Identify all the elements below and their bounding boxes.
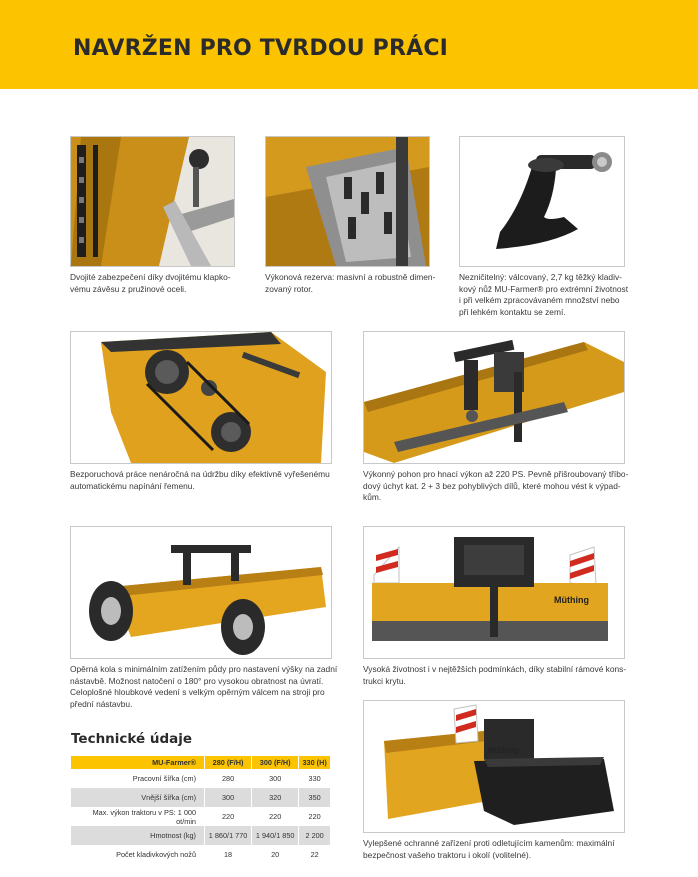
photo-hammer-knife <box>459 136 625 267</box>
caption-flap-hinge: Dvojité zabezpečení díky dvojitému klapko- vému závěsu z pružinové oceli. <box>70 272 231 294</box>
row-label: Hmotnost (kg) <box>71 826 205 845</box>
caption-drive: Výkonný pohon pro hnací výkon až 220 PS. Pevně přišroubovaný tříbo- dový úchyt kat. 2 + 3 bez pohyblivých dílů, které mohou vést k výpad- kům. <box>363 469 629 503</box>
row-value: 18 <box>205 845 252 864</box>
row-value: 220 <box>252 807 299 826</box>
photo-belt-tensioner <box>70 331 332 464</box>
caption-support-wheels: Opěrná kola s minimálním zatížením půdy pro nastavení výšky na zadní nástavbě. Možnost natočení o 180° pro vysokou obratnost na úvratí. Celoplošné hloubkové vedení s velkým opěrným válcem na stroji pro přední nástavbu. <box>70 664 338 709</box>
photo-support-wheels <box>70 526 332 659</box>
row-value: 1 860/1 770 <box>205 826 252 845</box>
row-value: 20 <box>252 845 299 864</box>
brand-label: Müthing <box>488 746 520 755</box>
photo-stone-guard <box>363 700 625 833</box>
row-value: 350 <box>299 788 331 807</box>
brand-label: Müthing <box>554 595 589 605</box>
caption-frame-construction: Vysoká životnost i v nejtěžších podmínkách, díky stabilní rámové kons- trukci krytu. <box>363 664 627 686</box>
specs-header-330: 330 (H) <box>299 756 331 769</box>
specs-table <box>71 756 331 864</box>
table-row <box>71 788 331 807</box>
caption-hammer-knife: Nezničitelný: válcovaný, 2,7 kg těžký kladiv- kový nůž MU-Farmer® pro extrémní životnost i při velkém zpracovávaném množství nebo při lehkém kontaktu se zemí. <box>459 272 629 317</box>
row-label: Počet kladivkových nožů <box>71 845 205 864</box>
row-value: 220 <box>205 807 252 826</box>
specs-header-280: 280 (F/H) <box>205 756 252 769</box>
page-title: NAVRŽEN PRO TVRDOU PRÁCI <box>73 36 449 61</box>
caption-belt-tensioner: Bezporuchová práce nenáročná na údržbu díky efektivně vyřešenému automatickému napínání řemenu. <box>70 469 330 491</box>
row-value: 22 <box>299 845 331 864</box>
photo-rotor <box>265 136 430 267</box>
row-value: 280 <box>205 769 252 788</box>
row-value: 1 940/1 850 <box>252 826 299 845</box>
specs-title: Technické údaje <box>71 731 193 747</box>
table-row <box>71 826 331 845</box>
caption-rotor: Výkonová rezerva: masivní a robustně dimen- zovaný rotor. <box>265 272 436 294</box>
photo-drive <box>363 331 625 464</box>
specs-header-300: 300 (F/H) <box>252 756 299 769</box>
row-value: 300 <box>252 769 299 788</box>
photo-flap-hinge <box>70 136 235 267</box>
row-value: 2 200 <box>299 826 331 845</box>
row-value: 300 <box>205 788 252 807</box>
table-row <box>71 845 331 864</box>
row-value: 330 <box>299 769 331 788</box>
row-label: Max. výkon traktoru v PS: 1 000 ot/min <box>71 807 205 826</box>
table-row <box>71 807 331 826</box>
specs-header-row <box>71 756 331 769</box>
caption-stone-guard: Vylepšené ochranné zařízení proti odletujícím kamenům: maximální bezpečnost vašeho traktoru i okolí (volitelné). <box>363 838 615 860</box>
row-value: 320 <box>252 788 299 807</box>
row-value: 220 <box>299 807 331 826</box>
page-header <box>0 0 698 89</box>
photo-frame-construction <box>363 526 625 659</box>
row-label: Pracovní šířka (cm) <box>71 769 205 788</box>
table-row <box>71 769 331 788</box>
row-label: Vnější šířka (cm) <box>71 788 205 807</box>
specs-header-model: MU-Farmer® <box>71 756 205 769</box>
